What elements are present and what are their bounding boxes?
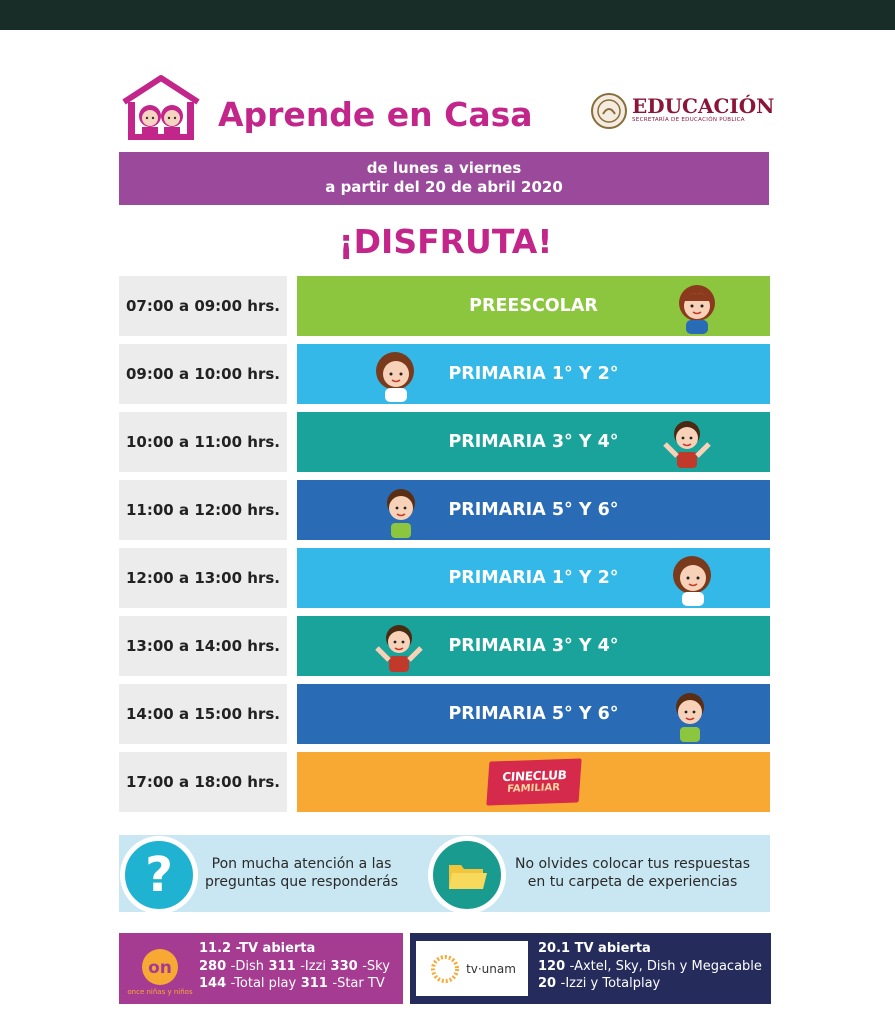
unam-line-2: 120 -Axtel, Sky, Dish y Megacable: [538, 959, 762, 974]
schedule-time: 11:00 a 12:00 hrs.: [119, 480, 287, 540]
once-line-1: 11.2 -TV abierta: [199, 941, 316, 956]
once-logo-text: once niñas y niños: [127, 988, 193, 996]
boy-icon: [659, 414, 715, 470]
schedule-time: 10:00 a 11:00 hrs.: [119, 412, 287, 472]
girl-icon: [367, 347, 423, 403]
schedule-program: PRIMARIA 3° Y 4°: [297, 616, 770, 676]
schedule-program: PREESCOLAR: [297, 276, 770, 336]
tip-folder: No olvides colocar tus respuestas en tu carpeta de experiencias: [515, 856, 751, 890]
schedule-row: [119, 616, 770, 676]
folder-icon: [428, 836, 506, 914]
schedule-program: PRIMARIA 3° Y 4°: [297, 412, 770, 472]
date-banner: [119, 152, 769, 205]
once-channels: [119, 933, 403, 1004]
schedule-row: [119, 684, 770, 744]
banner-line-1: de lunes a viernes: [366, 159, 522, 177]
banner-line-2: a partir del 20 de abril 2020: [325, 178, 563, 196]
schedule-row: [119, 276, 770, 336]
girl-icon: [664, 551, 720, 607]
once-line-3: 144 -Total play 311 -Star TV: [199, 976, 385, 991]
tvunam-logo: [416, 941, 528, 996]
schedule-program: PRIMARIA 5° Y 6°: [297, 480, 770, 540]
cineclub-line-2: FAMILIAR: [506, 781, 560, 795]
schedule-program: PRIMARIA 5° Y 6°: [297, 684, 770, 744]
schedule-time: 12:00 a 13:00 hrs.: [119, 548, 287, 608]
unam-line-1: 20.1 TV abierta: [538, 941, 651, 956]
cineclub-line-1: CINECLUB: [501, 767, 567, 784]
schedule-row: [119, 548, 770, 608]
cineclub-logo: [486, 758, 581, 805]
schedule-row: [119, 412, 770, 472]
sun-icon: [428, 952, 462, 986]
girl-icon: [669, 279, 725, 335]
schedule-time: 09:00 a 10:00 hrs.: [119, 344, 287, 404]
page-title: Aprende en Casa: [218, 95, 533, 134]
boy-icon: [373, 483, 429, 539]
schedule-row: [119, 752, 770, 812]
schedule-program: PRIMARIA 1° Y 2°: [297, 344, 770, 404]
once-line-2: 280 -Dish 311 -Izzi 330 -Sky: [199, 959, 390, 974]
boy-icon: [662, 687, 718, 743]
once-logo: [127, 939, 197, 999]
headline: ¡DISFRUTA!: [338, 222, 553, 261]
schedule-time: 07:00 a 09:00 hrs.: [119, 276, 287, 336]
schedule-time: 13:00 a 14:00 hrs.: [119, 616, 287, 676]
seal-icon: [590, 92, 628, 130]
schedule-program: PRIMARIA 1° Y 2°: [297, 548, 770, 608]
ministry-subtitle: SECRETARÍA DE EDUCACIÓN PÚBLICA: [632, 117, 745, 123]
schedule-row: [119, 344, 770, 404]
svg-text:on: on: [148, 958, 172, 978]
top-bar: [0, 0, 895, 30]
schedule-time: 17:00 a 18:00 hrs.: [119, 752, 287, 812]
boy-icon: [371, 618, 427, 674]
tvunam-logo-text: tv·unam: [466, 961, 516, 976]
ministry-title: EDUCACIÓN: [632, 94, 775, 118]
question-icon: ?: [120, 836, 198, 914]
schedule-row: [119, 480, 770, 540]
unam-channels: [410, 933, 771, 1004]
tip-attention: Pon mucha atención a las preguntas que responderás: [205, 856, 399, 890]
unam-line-3: 20 -Izzi y Totalplay: [538, 976, 661, 991]
schedule-time: 14:00 a 15:00 hrs.: [119, 684, 287, 744]
house-logo-icon: [120, 74, 202, 142]
schedule-program: [297, 752, 770, 812]
